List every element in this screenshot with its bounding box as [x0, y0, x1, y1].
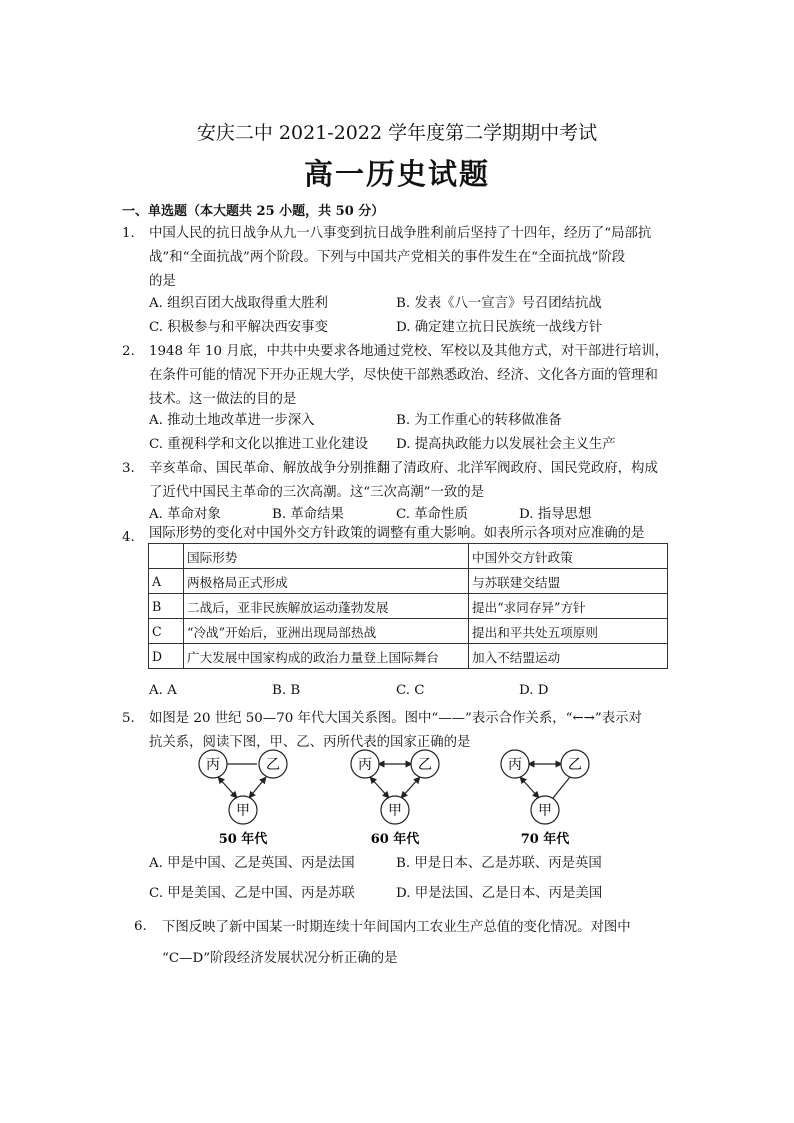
table-cell: 两极格局正式形成 [184, 569, 469, 594]
table-cell: D [149, 644, 184, 669]
stem-line: 辛亥革命、国民革命、解放战争分别推翻了清政府、北洋军阀政府、国民党政府，构成 [149, 461, 658, 476]
question-number: 3. [122, 461, 135, 476]
stem-line: 下图反映了新中国某一时期连续十年间国内工农业生产总值的变化情况。对图中 [162, 920, 631, 935]
diagram-70s [501, 750, 589, 847]
table-cell: 提出和平共处五项原则 [469, 619, 668, 644]
option-c[interactable]: C. 重视科学和文化以推进工业化建设 [149, 437, 369, 452]
option-c[interactable]: C. C [396, 683, 425, 698]
table-cell: B [149, 594, 184, 619]
option-b[interactable]: B. 为工作重心的转移做准备 [396, 413, 562, 428]
node-label: 乙 [418, 757, 432, 773]
stem-line: 技术。这一做法的目的是 [149, 392, 297, 407]
opposition-arrow [218, 777, 237, 798]
table-header-row [149, 544, 668, 569]
node-label: 丙 [358, 757, 372, 773]
node-label: 丙 [508, 757, 522, 773]
diagram-caption: 60 年代 [370, 832, 420, 847]
question-number: 6. [134, 919, 147, 934]
opposition-arrow [401, 777, 420, 798]
table-cell: C [149, 619, 184, 644]
option-a[interactable]: A. 革命对象 [149, 507, 221, 522]
node-label: 甲 [236, 803, 250, 819]
table-cell: 与苏联建交结盟 [469, 569, 668, 594]
stem-line: 在条件可能的情况下开办正规大学，尽快使干部熟悉政治、经济、文化各方面的管理和 [149, 368, 658, 383]
stem-line: 的是 [149, 274, 176, 289]
option-b[interactable]: B. B [272, 683, 301, 698]
option-c[interactable]: C. 积极参与和平解决西安事变 [149, 320, 328, 335]
table-row [149, 594, 668, 619]
relations-diagram [185, 748, 625, 848]
diagram-caption: 50 年代 [218, 832, 268, 847]
table-cell: 加入不结盟运动 [469, 644, 668, 669]
table-cell [149, 544, 184, 569]
option-a[interactable]: A. 推动土地改革进一步深入 [149, 413, 315, 428]
section-heading: 一、单选题（本大题共 25 小题，共 50 分） [122, 204, 385, 219]
option-c[interactable]: C. 甲是美国、乙是中国、丙是苏联 [149, 886, 355, 901]
question-number: 5. [122, 711, 135, 726]
option-d[interactable]: D. 指导思想 [519, 507, 592, 522]
option-b[interactable]: B. 发表《八一宣言》号召团结抗战 [396, 296, 602, 311]
exam-title: 高一历史试题 [303, 157, 490, 191]
table-cell: A [149, 569, 184, 594]
option-a[interactable]: A. 组织百团大战取得重大胜利 [149, 296, 328, 311]
node-label: 甲 [388, 803, 402, 819]
stem-line: 如图是 20 世纪 50—70 年代大国关系图。图中“——”表示合作关系，“←→”表示对 [149, 711, 642, 726]
stem-line: 中国人民的抗日战争从九一八事变到抗日战争胜利前后坚持了十四年，经历了“局部抗 [149, 226, 652, 241]
table-cell: 二战后，亚非民族解放运动蓬勃发展 [184, 594, 469, 619]
option-d[interactable]: D. 提高执政能力以发展社会主义生产 [396, 437, 616, 452]
node-label: 丙 [206, 757, 220, 773]
option-d[interactable]: D. D [519, 683, 549, 698]
option-c[interactable]: C. 革命性质 [396, 507, 468, 522]
node-label: 乙 [266, 757, 280, 773]
table-row [149, 644, 668, 669]
question-stem [149, 222, 669, 294]
option-b[interactable]: B. 革命结果 [272, 507, 344, 522]
cooperation-line [553, 777, 570, 798]
node-label: 乙 [568, 757, 582, 773]
stem-line: 了近代中国民主革命的三次高潮。这“三次高潮”一致的是 [149, 485, 485, 500]
table-cell: “冷战”开始后，亚洲出现局部热战 [184, 619, 469, 644]
opposition-arrow [370, 777, 389, 798]
question-number: 4. [122, 530, 135, 545]
diagram-caption: 70 年代 [520, 832, 570, 847]
stem-line: 抗关系，阅读下图，甲、乙、丙所代表的国家正确的是 [149, 735, 471, 750]
opposition-arrow [520, 777, 539, 798]
policy-table [148, 543, 668, 669]
table-cell: 国际形势 [184, 544, 469, 569]
table-cell: 广大发展中国家构成的政治力量登上国际舞台 [184, 644, 469, 669]
question-number: 2. [122, 344, 135, 359]
node-label: 甲 [538, 803, 552, 819]
option-d[interactable]: D. 确定建立抗日民族统一战线方针 [396, 320, 603, 335]
stem-line: 战”和“全面抗战”两个阶段。下列与中国共产党相关的事件发生在“全面抗战”阶段 [149, 250, 626, 265]
exam-subtitle: 安庆二中 2021-2022 学年度第二学期期中考试 [196, 122, 598, 144]
question-stem [149, 457, 669, 505]
opposition-arrow [249, 777, 266, 798]
question-number: 1. [122, 226, 135, 241]
option-d[interactable]: D. 甲是法国、乙是日本、丙是美国 [396, 886, 603, 901]
diagram-50s [199, 750, 287, 847]
option-a[interactable]: A. A [149, 683, 177, 698]
question-stem [149, 340, 669, 412]
stem-line: 国际形势的变化对中国外交方针政策的调整有重大影响。如表所示各项对应准确的是 [149, 526, 645, 541]
table-cell: 提出“求同存异”方针 [469, 594, 668, 619]
diagram-60s [351, 750, 439, 847]
option-b[interactable]: B. 甲是日本、乙是苏联、丙是英国 [396, 856, 602, 871]
table-row [149, 569, 668, 594]
stem-line: 1948 年 10 月底，中共中央要求各地通过党校、军校以及其他方式，对干部进行培训， [149, 344, 669, 359]
option-a[interactable]: A. 甲是中国、乙是英国、丙是法国 [149, 856, 355, 871]
stem-line: “C—D”阶段经济发展状况分析正确的是 [162, 951, 398, 966]
table-row [149, 619, 668, 644]
question-stem [162, 912, 682, 974]
table-cell: 中国外交方针政策 [469, 544, 668, 569]
